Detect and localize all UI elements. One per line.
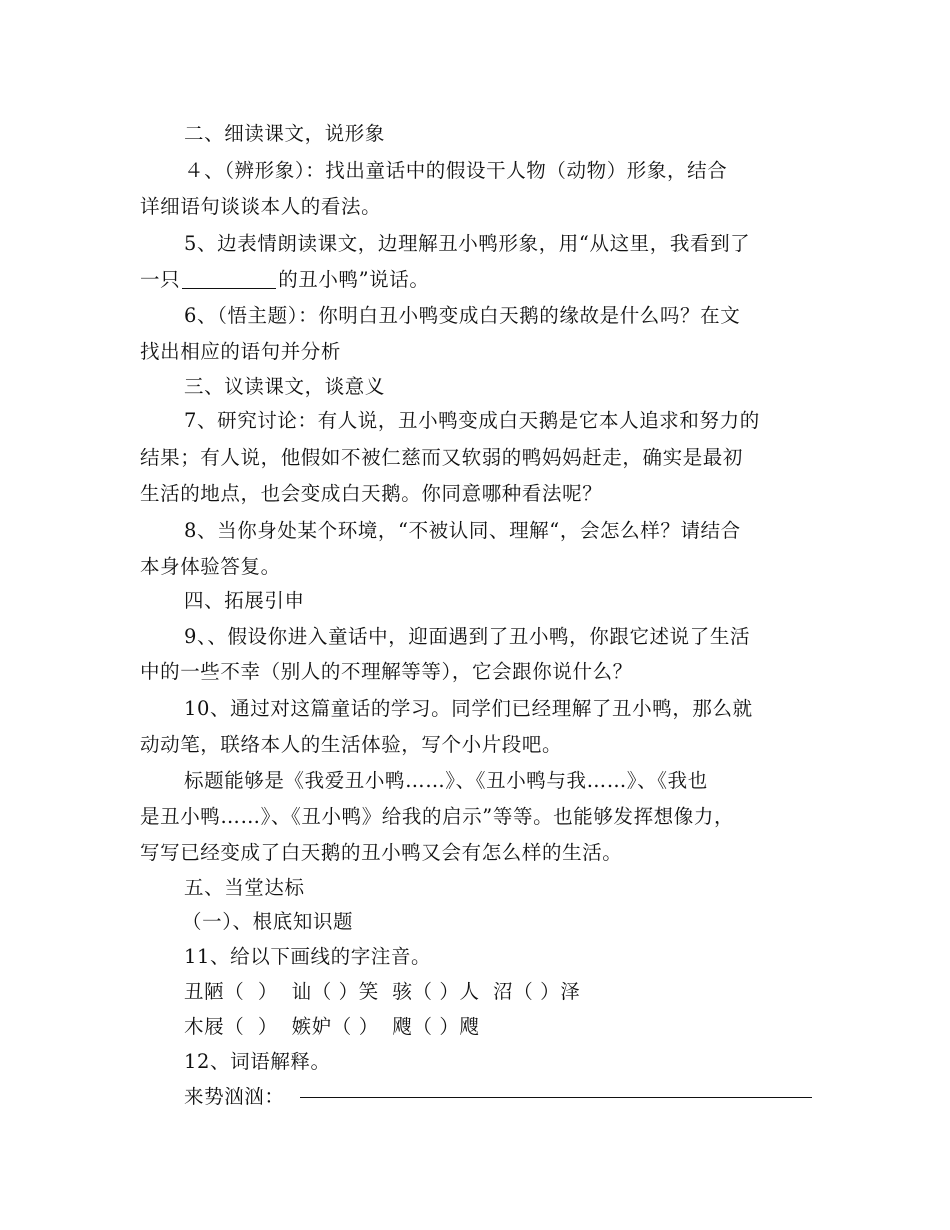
question-9-line-1: 9、、假设你进入童话中，迎面遇到了丑小鸭，你跟它述说了生活 xyxy=(184,625,751,648)
question-11-row-2: 木屐（ ） 嫉妒（ ） 飕（ ）飕 xyxy=(184,1015,480,1038)
section-heading-5: 五、当堂达标 xyxy=(184,876,305,899)
section-heading-3: 三、议读课文，谈意义 xyxy=(184,375,386,398)
title-note-line-1: 标题能够是《我爱丑小鸭……》、《丑小鸭与我……》、《我也 xyxy=(184,769,708,792)
question-7-line-2: 结果；有人说，他假如不被仁慈而又软弱的鸭妈妈赶走，确实是最初 xyxy=(140,446,744,469)
question-7-line-3: 生活的地点，也会变成白天鹅。你同意哪种看法呢？ xyxy=(140,482,603,505)
question-10-line-1: 10、通过对这篇童话的学习。同学们已经理解了丑小鸭，那么就 xyxy=(184,697,753,720)
question-6-line-2: 找出相应的语句并分析 xyxy=(140,340,342,363)
question-5-suffix: 的丑小鸭”说话。 xyxy=(278,268,430,291)
question-5-prefix: 一只 xyxy=(140,268,181,291)
question-5-line-2 xyxy=(140,264,429,292)
question-9-line-2: 中的一些不幸（别人的不理解等等），它会跟你说什么？ xyxy=(140,660,633,683)
question-10-line-2: 动动笔，联络本人的生活体验，写个小片段吧。 xyxy=(140,733,563,756)
question-7-line-1: 7、研究讨论：有人说，丑小鸭变成白天鹅是它本人追求和努力的 xyxy=(184,409,760,432)
title-note-line-2: 是丑小鸭……》、《丑小鸭》给我的启示”等等。也能够发挥想像力， xyxy=(140,805,735,828)
question-5-line-1: 5、边表情朗读课文，边理解丑小鸭形象，用“从这里，我看到了 xyxy=(184,232,751,255)
title-note-line-3: 写写已经变成了白天鹅的丑小鸭又会有怎么样的生活。 xyxy=(140,841,623,864)
question-4-line-2: 详细语句谈谈本人的看法。 xyxy=(140,195,382,218)
answer-line xyxy=(300,1097,812,1098)
question-6-line-1: 6、（悟主题）：你明白丑小鸭变成白天鹅的缘故是什么吗？在文 xyxy=(184,304,741,327)
section-heading-2: 二、细读课文，说形象 xyxy=(184,122,386,145)
question-12-prompt: 12、词语解释。 xyxy=(184,1050,331,1073)
question-4-line-1: ４、（辨形象）：找出童话中的假设干人物（动物）形象，结合 xyxy=(184,159,728,182)
question-8-line-2: 本身体验答复。 xyxy=(140,555,281,578)
section-heading-4: 四、拓展引申 xyxy=(184,589,305,612)
question-12-item-1: 来势汹汹： xyxy=(184,1085,285,1108)
question-11-prompt: 11、给以下画线的字注音。 xyxy=(184,945,432,968)
question-8-line-1: 8、当你身处某个环境，“不被认同、理解“，会怎么样？请结合 xyxy=(184,519,741,542)
question-11-row-1: 丑陋（ ） 讪（ ）笑 骇（ ）人 沼（ ）泽 xyxy=(184,980,581,1003)
fill-in-blank xyxy=(182,287,276,289)
subsection-heading-1: （一）、根底知识题 xyxy=(182,910,354,933)
